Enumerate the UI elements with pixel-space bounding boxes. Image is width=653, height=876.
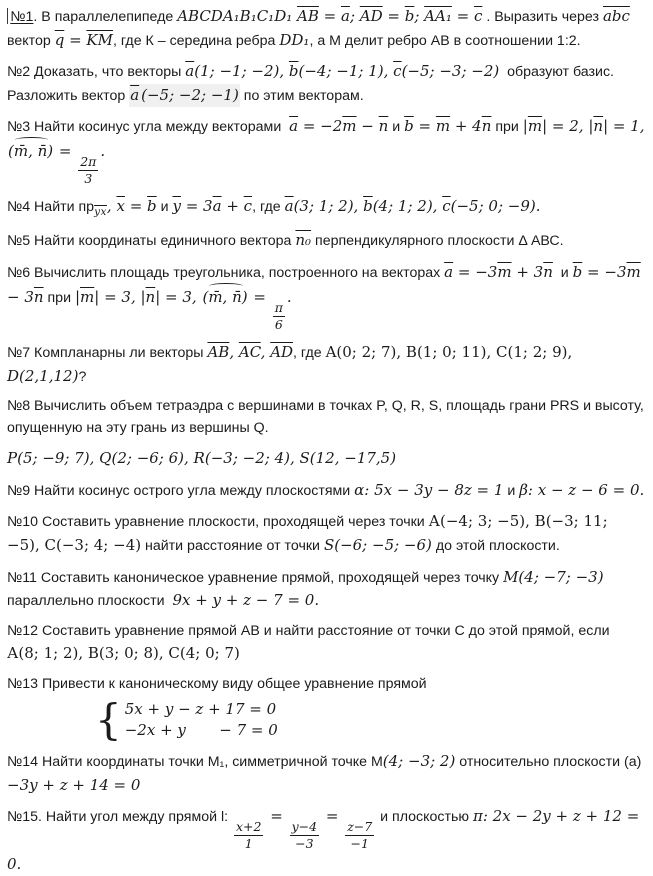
math-run: , <box>260 343 271 361</box>
math-run: (1; −1; −2), <box>194 62 289 81</box>
text-run: , где <box>293 345 326 361</box>
fraction <box>78 154 98 188</box>
text-run: №13 Привести к каноническому виду общее уравнение прямой <box>7 675 427 692</box>
vector-overline: $\overline{a}$ <box>289 117 299 136</box>
vector-overline: $\overline{c}$ <box>442 197 451 216</box>
vector-overline: $\overline{n}$ <box>33 287 44 306</box>
fraction-numerator: π <box>273 300 285 317</box>
fraction-denominator: 6 <box>274 316 283 332</box>
text-run: найти расстояние от точки <box>141 538 324 555</box>
problem-9 <box>7 479 645 503</box>
text-cursor <box>7 8 8 24</box>
vector-overline: $\overline{c}$ <box>621 7 630 25</box>
problem-2 <box>7 60 645 107</box>
text-run: №2 Доказать, что векторы <box>7 64 186 81</box>
vector-overline: $\overline{m}$ <box>497 262 512 281</box>
vector-overline: $\overline{m}$ <box>342 117 357 136</box>
vector-overline: $\overline{a}$ <box>340 7 350 25</box>
math-run: (4; 1; 2), <box>372 197 443 216</box>
vector-overline: $\overline{b}$ <box>147 197 157 216</box>
vector-overline: $\overline{b}$ <box>288 62 299 81</box>
text-run: №8 Вычислить объем тетраэдра с вершинами в точках P, Q, R, S, площадь грани PRS и высоту, опущенную на эту грань из вершины Q. <box>7 398 644 436</box>
math-run: S(−6; −5; −6) <box>323 536 432 555</box>
math-run: = <box>321 807 344 826</box>
math-run: = −3 <box>453 262 498 281</box>
fraction-numerator: z−7 <box>345 819 374 836</box>
problem-4 <box>7 195 645 221</box>
text-run: . В параллелепипеде <box>33 9 178 25</box>
problem-15 <box>7 805 645 876</box>
fraction-numerator: x+2 <box>234 819 263 836</box>
math-run: (−5; 0; −9). <box>450 197 541 216</box>
text-run: и <box>503 482 520 499</box>
text-run: и <box>552 264 573 281</box>
text-run: при <box>43 289 75 306</box>
math-run: −3y + z + 14 = 0 <box>7 775 141 794</box>
vector-overline: $\overline{y}$ <box>172 197 181 216</box>
vector-overline: $\overline{m}$ <box>435 117 451 136</box>
math-run: = −2 <box>298 117 343 136</box>
equation-system <box>95 695 278 745</box>
text-run: №5 Найти координаты единичного вектора <box>7 233 296 250</box>
problem-8 <box>7 396 645 439</box>
problem-1 <box>7 5 645 52</box>
vector-overline: $\overline{b}$ <box>404 117 414 136</box>
math-run: ; <box>349 7 360 25</box>
text-run: и <box>388 119 405 136</box>
math-run: | = 1, <box>603 117 645 136</box>
math-run: (−5; −3; −2) <box>401 62 500 81</box>
problem-14 <box>7 750 645 797</box>
text-run: №10 Составить уравнение плоскости, проходящей через точки <box>7 514 429 531</box>
problem-13 <box>7 674 645 745</box>
math-run: = <box>413 117 436 136</box>
vector-overline: $\overline{b}$ <box>572 262 583 281</box>
math-run: (−5; −2; −1) <box>140 84 240 107</box>
problem-12 <box>7 621 645 666</box>
vector-overline: $\overline{n}$ <box>481 117 492 136</box>
text-run: и плоскостью <box>376 809 473 826</box>
vector-overline: $\overline{b}$ <box>611 7 622 25</box>
text-run: по этим векторам. <box>239 87 364 104</box>
math-run: π: 2x − 2y + z + 12 = 0. <box>7 807 640 873</box>
problem-10 <box>7 510 645 557</box>
system-rows <box>125 699 278 743</box>
vector-overline: $\overline{b}$ <box>363 197 373 216</box>
vector-overline: $\overline{x}$ <box>116 197 125 216</box>
text-run: перпендикулярного плоскости Δ АВС. <box>311 233 564 250</box>
vector-overline: $\overline{AD}$ <box>359 7 383 25</box>
text-run: , где К – середина ребра <box>113 32 280 49</box>
problems-list <box>7 5 645 876</box>
math-run: = −3 <box>582 262 627 281</box>
vector-overline: $\overline{KM}$ <box>86 30 113 49</box>
text-run: №15. Найти угол между прямой l: <box>7 809 232 826</box>
text-run: образуют базис. Разложить вектор <box>7 64 614 104</box>
fraction <box>290 819 320 853</box>
text-run: №4 Найти пр <box>7 199 95 216</box>
text-run: параллельно плоскости <box>7 593 173 610</box>
text-run: ? <box>78 368 87 385</box>
math-run: α: 5x − 3y − 8z = 1 <box>354 480 504 499</box>
vector-overline: $\overline{a}$ <box>284 197 294 216</box>
vector-overline: $\overline{AD}$ <box>270 343 294 361</box>
math-run: + 3 <box>511 262 544 281</box>
fraction <box>273 300 285 334</box>
fraction-numerator: y−4 <box>290 819 320 836</box>
math-run: = <box>248 287 271 306</box>
vector-overline: $\overline{b}$ <box>404 7 415 25</box>
math-run: ABCDA₁B₁C₁D₁ <box>177 7 298 25</box>
vector-overline: $\overline{AB}$ <box>297 7 319 25</box>
text-run: №9 Найти косинус острого угла между плоскостями <box>7 482 355 499</box>
math-run: D(2,1,12) <box>7 366 79 385</box>
vector-overline: $\overline{a}$ <box>185 62 195 81</box>
vector-overline: $\overline{AB}$ <box>207 343 230 361</box>
problem-6 <box>7 261 645 333</box>
math-run: DD₁ <box>279 30 310 49</box>
vector-overline: $\overline{q}$ <box>54 30 65 49</box>
math-run: ; <box>414 7 425 25</box>
text-run: , где <box>252 199 285 216</box>
text-run: при <box>491 119 523 136</box>
problem-8-points <box>7 447 645 471</box>
math-run: = 3 <box>180 197 213 216</box>
vector-overline: $\overline{m}$ <box>626 262 641 281</box>
math-run: А(−4; 3; −5), В(−3; 11; −5), С(−3; 4; −4) <box>7 512 608 555</box>
text-run: №3 Найти косинус угла между векторами <box>7 119 290 136</box>
text-run: №1 <box>10 9 34 25</box>
fraction-denominator: 3 <box>84 171 93 187</box>
math-run: P(5; −9; 7), Q(2; −6; 6), R(−3; −2; 4), S(12, −17,5) <box>7 449 397 468</box>
vector-overline: $\overline{m}$ <box>80 287 95 306</box>
vector-angle: (m̄, n̄) <box>201 285 248 309</box>
math-run: . <box>286 287 292 306</box>
text-run: и <box>156 199 173 216</box>
text-run: до этой плоскости. <box>431 538 560 555</box>
text-run: №12 Составить уравнение прямой АВ и найти расстояние от точки С до этой прямой, если <box>7 622 610 639</box>
vector-overline: $\overline{a}$ <box>602 7 612 25</box>
system-equation: 5x + y − z + 17 = 0 <box>124 699 277 718</box>
vector-overline: $\overline{c}$ <box>393 62 402 81</box>
text-run: вектор <box>7 32 55 49</box>
vector-overline: $\overline{c}$ <box>473 7 483 25</box>
math-run: А(8; 1; 2), В(3; 0; 8), С(4; 0; 7) <box>7 644 240 663</box>
fraction <box>234 819 263 853</box>
math-run: | = 2, | <box>542 117 594 136</box>
vector-overline: $\overline{AC}$ <box>238 343 261 361</box>
math-run: | = 3, | <box>94 287 146 306</box>
system-equation: −2x + y − 7 = 0 <box>124 721 278 740</box>
fraction <box>345 819 374 853</box>
problem-5 <box>7 229 645 253</box>
problem-7 <box>7 341 645 388</box>
vector-overline: $\overline{n}$ <box>378 117 389 136</box>
vector-overline: $\overline{m}$ <box>527 117 543 136</box>
math-run: = <box>64 30 87 49</box>
text-run: №11 Составить каноническое уравнение прямой, проходящей через точку <box>7 569 504 586</box>
fraction-numerator: 2π <box>78 154 98 171</box>
fraction-denominator: −3 <box>295 836 314 852</box>
math-run: (3; 1; 2), <box>293 197 364 216</box>
math-run: , <box>229 343 239 361</box>
vector-overline: $\overline{n}$ <box>145 287 156 306</box>
math-run: M(4; −7; −3) <box>503 567 604 586</box>
vector-overline: $\overline{a}$ <box>444 262 454 281</box>
math-run: + <box>221 197 244 216</box>
math-run: . <box>100 141 106 160</box>
problem-11 <box>7 566 645 613</box>
math-run: (−4; −1; 1), <box>298 62 394 81</box>
math-run: | = 3, <box>155 287 202 306</box>
system-brace: { <box>95 695 122 745</box>
math-run: = <box>265 807 288 826</box>
math-run: = <box>451 7 474 25</box>
math-run: − 3 <box>7 287 34 306</box>
math-run: A(0; 2; 7), B(1; 0; 11), C(1; 2; 9), <box>325 343 573 361</box>
text-run: №6 Вычислить площадь треугольника, построенного на векторах <box>7 264 445 281</box>
text-run: . Выразить через <box>482 9 603 25</box>
math-run: | <box>74 287 81 306</box>
vector-overline: AA₁ <box>424 7 452 25</box>
math-run: = <box>54 141 77 160</box>
math-run: = <box>382 7 405 25</box>
text-run: относительно плоскости (а) <box>455 754 642 771</box>
math-run: , <box>106 197 117 216</box>
text-run: , а М делит ребро АВ в соотношении 1:2. <box>309 32 581 49</box>
math-run: − <box>356 117 379 136</box>
vector-angle: (m̄, n̄) <box>7 139 54 163</box>
math-run: = <box>318 7 341 25</box>
math-run: β: x − z − 6 = 0. <box>519 480 645 499</box>
math-run: = <box>124 197 148 216</box>
vector-overline: $\overline{c}$ <box>243 197 253 216</box>
vector-overline: n₀ <box>295 231 312 250</box>
problem-3 <box>7 115 645 187</box>
vector-overline: $\overline{a}$ <box>129 84 140 107</box>
math-run: | <box>522 117 528 136</box>
text-run: №14 Найти координаты точки М₁, симметричной точке М <box>7 754 383 771</box>
math-run: 9x + y + z − 7 = 0. <box>172 591 320 610</box>
fraction-denominator: −1 <box>350 836 369 852</box>
text-run: №7 Компланарны ли векторы <box>7 345 208 361</box>
math-run: + 4 <box>450 117 482 136</box>
subscript: yx <box>94 206 107 219</box>
math-run: (4; −3; 2) <box>382 752 456 771</box>
fraction-denominator: 1 <box>244 836 253 852</box>
vector-overline: $\overline{a}$ <box>212 197 222 216</box>
vector-overline: $\overline{n}$ <box>543 262 553 281</box>
vector-overline: $\overline{n}$ <box>593 117 604 136</box>
